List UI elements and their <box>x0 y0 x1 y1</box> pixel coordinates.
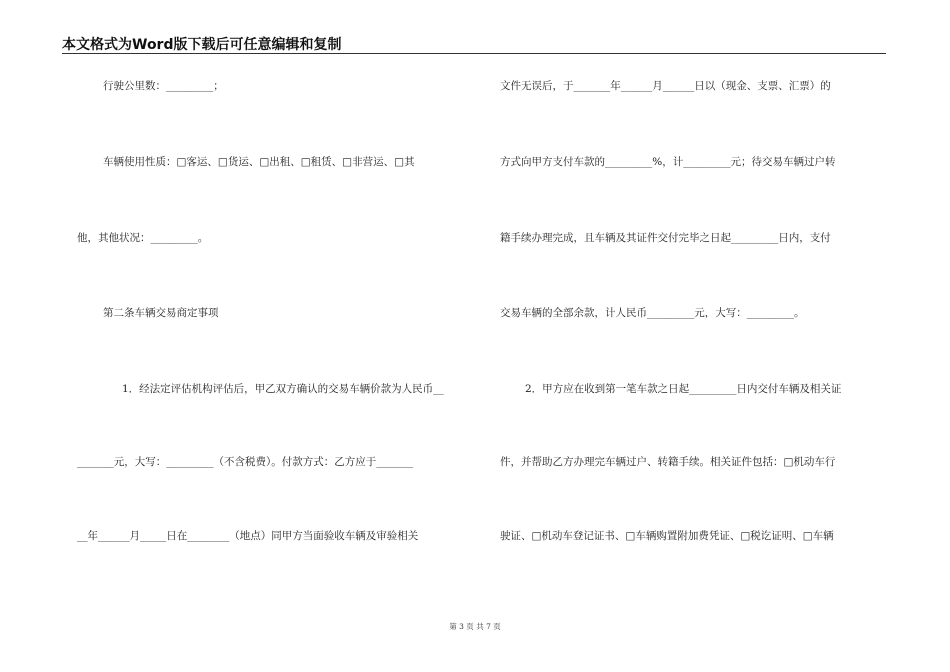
left-line-2: 车辆使用性质：□客运、□货运、□出租、□租赁、□非营运、□其 <box>103 156 415 168</box>
right-line-6: 件，并帮助乙方办理完车辆过户、转籍手续。相关证件包括：□机动车行 <box>500 456 836 468</box>
page-number: 第 3 页 共 7 页 <box>449 622 501 631</box>
right-line-4: 交易车辆的全部余款，计人民币_________元，大写：_________。 <box>500 307 805 319</box>
header-divider <box>62 53 886 54</box>
right-line-2: 方式向甲方支付车款的_________%，计_________元；待交易车辆过户转 <box>500 156 836 168</box>
right-line-7: 驶证、□机动车登记证书、□车辆购置附加费凭证、□税讫证明、□车辆 <box>500 530 834 542</box>
section-heading: 第二条车辆交易商定事项 <box>103 307 219 319</box>
left-line-5: 1．经法定评估机构评估后，甲乙双方确认的交易车辆价款为人民币__ <box>122 383 444 395</box>
right-line-3: 籍手续办理完成，且车辆及其证件交付完毕之日起_________日内，支付 <box>500 232 831 244</box>
right-line-5: 2．甲方应在收到第一笔车款之日起_________日内交付车辆及相关证 <box>525 383 842 395</box>
right-line-1: 文件无误后，于_______年______月______日以（现金、支票、汇票）的 <box>500 80 831 92</box>
left-line-7: __年______月_____日在________（地点）同甲方当面验收车辆及审验相关 <box>77 530 419 542</box>
left-line-3: 他，其他状况：_________。 <box>77 232 209 244</box>
header-title: 本文格式为Word版下载后可任意编辑和复制 <box>62 37 342 53</box>
left-line-1: 行驶公里数：_________； <box>103 80 224 92</box>
left-line-6: _______元，大写：_________（不含税费）。付款方式：乙方应于_______ <box>77 456 413 468</box>
